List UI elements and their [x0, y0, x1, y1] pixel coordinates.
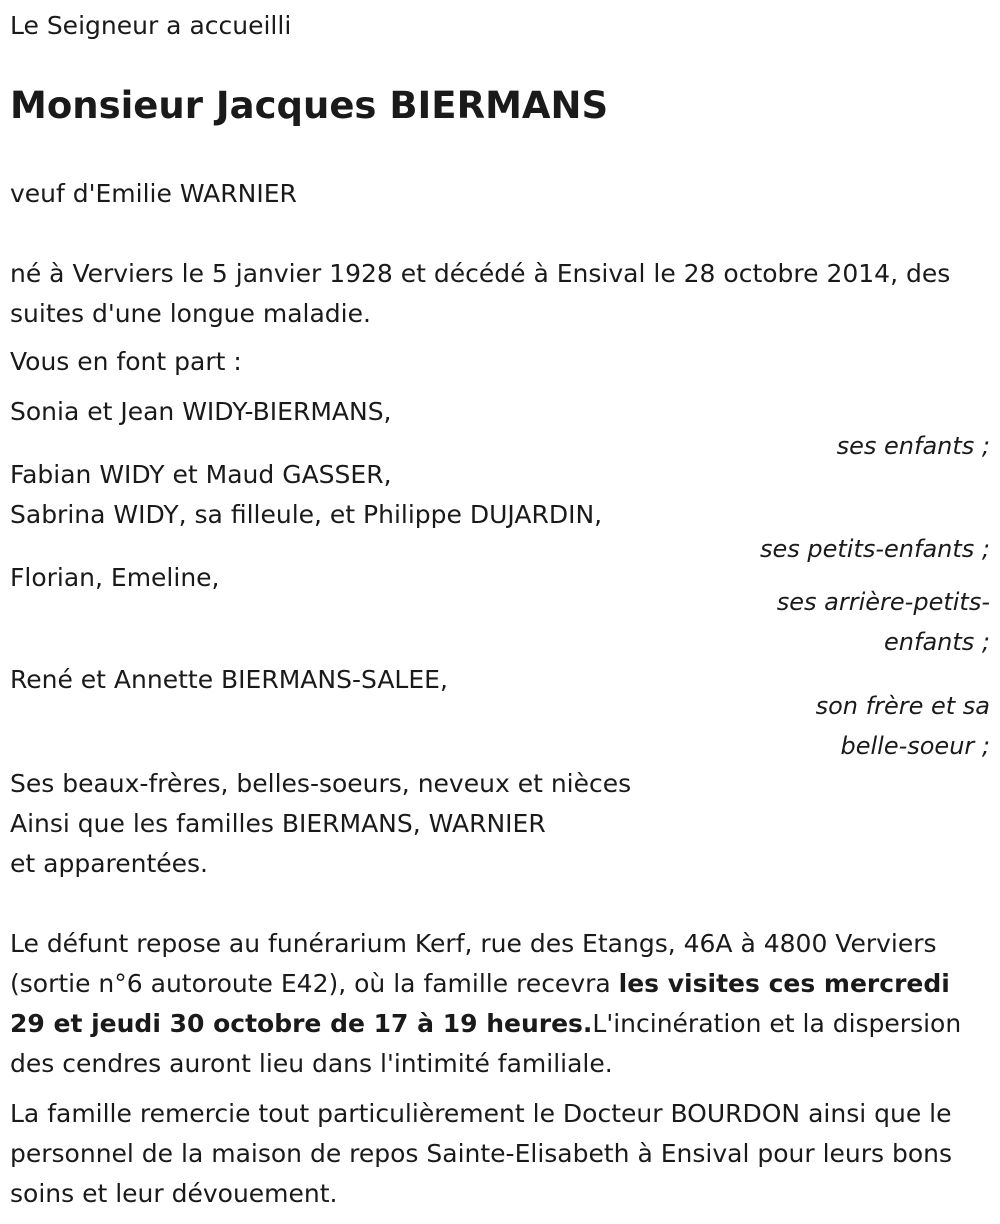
relation-line: ses arrière-petits- — [776, 588, 990, 616]
family-names — [10, 455, 990, 535]
announce-line: Vous en font part : — [10, 347, 242, 376]
family-grandchildren — [10, 455, 990, 569]
family-names: Sonia et Jean WIDY-BIERMANS, — [10, 397, 392, 426]
relation-line: ses enfants ; — [836, 432, 990, 460]
other-relatives-line: Ainsi que les familles BIERMANS, WARNIER — [10, 809, 546, 838]
other-relatives-line: Ses beaux-frères, belles-soeurs, neveux et nièces — [10, 769, 632, 798]
birth-death-text: né à Verviers le 5 janvier 1928 et décédé à Ensival le 28 octobre 2014, des suites d'une longue maladie. — [10, 259, 951, 328]
funeral-details — [10, 924, 990, 1084]
thanks-paragraph: La famille remercie tout particulièrement le Docteur BOURDON ainsi que le personnel de la maison de repos Sainte-Elisabeth à Ensival pour leurs bons soins et leur dévouement. — [10, 1099, 953, 1208]
funeral-text-after: L'incinération et la dispersion des cendres auront lieu dans l'intimité familiale. — [10, 1009, 962, 1078]
family-name-line: Sabrina WIDY, sa filleule, et Philippe DUJARDIN, — [10, 500, 603, 529]
widow-line: veuf d'Emilie WARNIER — [10, 179, 297, 208]
family-sibling — [10, 660, 990, 766]
relation-line: son frère et sa — [815, 692, 990, 720]
relation-line: enfants ; — [884, 628, 990, 656]
relation-line: ses petits-enfants ; — [759, 535, 990, 563]
intro-line: Le Seigneur a accueilli — [10, 11, 292, 40]
other-relatives — [10, 764, 990, 884]
deceased-name: Monsieur Jacques BIERMANS — [10, 84, 609, 127]
funeral-text: Le défunt repose au funérarium Kerf, rue des Etangs, 46A à 4800 Verviers (sortie n°6 autoroute E42), où la famille recevra — [10, 929, 937, 998]
relation-line: belle-soeur ; — [840, 732, 990, 760]
family-name-line: Fabian WIDY et Maud GASSER, — [10, 460, 392, 489]
family-names: René et Annette BIERMANS-SALEE, — [10, 665, 448, 694]
family-names: Florian, Emeline, — [10, 563, 220, 592]
other-relatives-line: et apparentées. — [10, 849, 208, 878]
family-great-grandchildren — [10, 558, 990, 662]
visiting-hours: les visites ces mercredi 29 et jeudi 30 octobre de 17 à 19 heures. — [10, 969, 950, 1038]
